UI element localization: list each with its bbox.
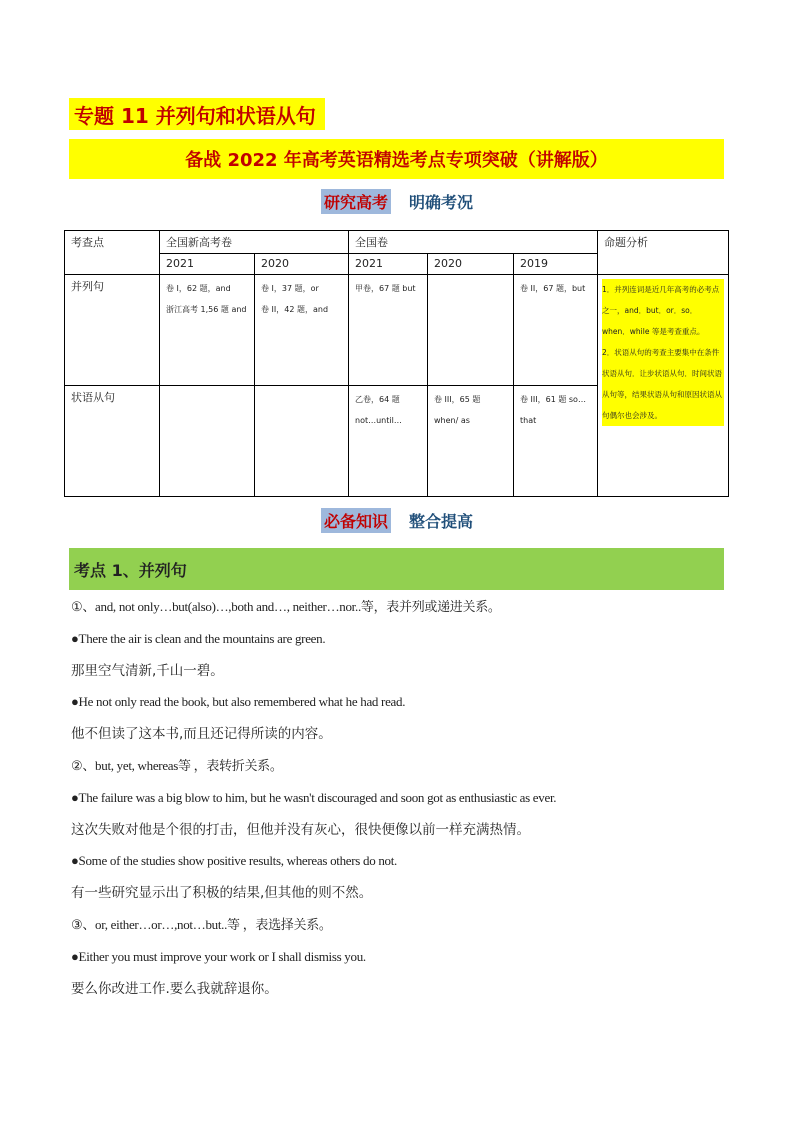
cell-line: 浙江高考 1,56 题 and (166, 305, 247, 314)
example-line: ●The failure was a big blow to him, but he wasn't discouraged and soon got as enthusiastic as ever. (71, 789, 557, 805)
table-cell (514, 275, 598, 386)
analysis-point-1: 1．并列连词是近几年高考的必考点之一，and．but．or．so．when．while 等是考查重点。 (602, 285, 720, 336)
header-new-national: 全国新高考卷 (160, 231, 349, 254)
example-line: ●He not only read the book, but also remembered what he had read. (71, 694, 406, 710)
table-cell (349, 386, 428, 497)
analysis-text (602, 279, 724, 426)
cell-line: 甲卷，67 题 but (355, 284, 416, 293)
section-heading-highlight: 研究高考 (321, 189, 391, 214)
row-label-coordinate: 并列句 (65, 275, 160, 386)
exam-analysis-table (64, 230, 729, 497)
translation-line: 他不但读了这本书,而且还记得所读的内容。 (71, 726, 332, 743)
cell-line: 卷 III，65 题 when/ as (434, 395, 481, 425)
table-cell (514, 386, 598, 497)
page-title: 专题 11 并列句和状语从句 (69, 98, 325, 130)
header-national: 全国卷 (349, 231, 598, 254)
translation-line: 那里空气清新,千山一碧。 (71, 662, 224, 679)
cell-line: 卷 I，37 题，or (261, 284, 319, 293)
example-line: ●Some of the studies show positive results, whereas others do not. (71, 853, 398, 869)
cell-line: 卷 II，42 题，and (261, 305, 329, 314)
cell-line: 卷 III，61 题 so…that (520, 395, 586, 425)
example-line: ②、but, yet, whereas等 ，表转折关系。 (71, 757, 283, 773)
table-cell (428, 275, 514, 386)
year-cell: 2020 (428, 254, 514, 275)
content-body (71, 596, 731, 1009)
year-cell: 2019 (514, 254, 598, 275)
header-analysis: 命题分析 (598, 231, 729, 275)
example-line: ①、and, not only…but(also)…,both and…, neither…nor..等，表并列或递进关系。 (71, 599, 501, 614)
analysis-point-2: 2．状语从句的考查主要集中在条件状语从句．让步状语从句．时间状语从句等，结果状语从句和原因状语从句偶尔也会涉及。 (602, 348, 723, 420)
section-heading-knowledge (0, 508, 794, 533)
section-heading-research (0, 189, 794, 214)
translation-line: 有一些研究显示出了积极的结果,但其他的则不然。 (71, 885, 373, 902)
section-heading-plain: 明确考况 (409, 193, 474, 212)
table-cell (349, 275, 428, 386)
cell-line: 卷 II，67 题，but (520, 284, 586, 293)
example-line: ●There the air is clean and the mountains are green. (71, 630, 326, 646)
section-heading-highlight: 必备知识 (321, 508, 391, 533)
table-cell (255, 275, 349, 386)
section-heading-plain: 整合提高 (409, 512, 474, 531)
header-exam-point: 考查点 (65, 231, 160, 275)
example-line: ③、or, either…or…,not…but..等 ，表选择关系。 (71, 916, 332, 932)
table-cell (160, 386, 255, 497)
table-cell (160, 275, 255, 386)
year-cell: 2021 (160, 254, 255, 275)
translation-line: 要么你改进工作.要么我就辞退你。 (71, 980, 278, 997)
cell-line: 卷 I，62 题，and (166, 284, 231, 293)
point-heading: 考点 1、并列句 (69, 548, 724, 590)
year-cell: 2020 (255, 254, 349, 275)
table-cell (428, 386, 514, 497)
year-cell: 2021 (349, 254, 428, 275)
cell-line: 乙卷，64 题 not…until… (355, 395, 402, 425)
row-label-adverbial: 状语从句 (65, 386, 160, 497)
example-line: ●Either you must improve your work or I shall dismiss you. (71, 948, 366, 964)
table-cell (255, 386, 349, 497)
analysis-cell (598, 275, 729, 497)
page-subtitle: 备战 2022 年高考英语精选考点专项突破（讲解版） (69, 139, 724, 179)
translation-line: 这次失败对他是个很的打击，但他并没有灰心，很快便像以前一样充满热情。 (71, 821, 530, 838)
